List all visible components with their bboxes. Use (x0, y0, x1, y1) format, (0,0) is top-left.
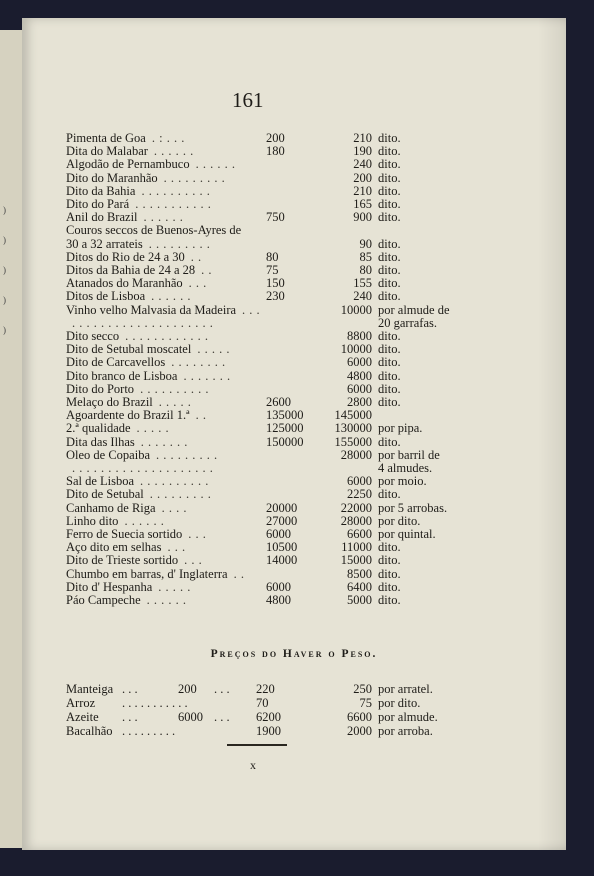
first-price: 6000 (178, 710, 203, 724)
table-row (22, 303, 566, 317)
table-row (22, 487, 566, 501)
unit-label: por barril de (378, 447, 440, 462)
item-name: Arroz (66, 696, 96, 710)
unit-label: dito. (378, 144, 401, 159)
item-name: Oleo de Copaiba (66, 447, 151, 462)
dot-leader: . . . (242, 302, 261, 317)
item-name: Ditos de Lisboa (66, 289, 146, 304)
edge-mark: ) (3, 235, 6, 245)
second-price: 2250 (347, 487, 372, 502)
first-price: 180 (266, 144, 285, 159)
page-number: 161 (232, 88, 264, 112)
dot-leader: . . . (122, 682, 138, 696)
dot-leader: . . (190, 249, 202, 264)
unit-label: dito. (378, 579, 401, 594)
first-price: 150000 (266, 434, 304, 449)
second-price: 6000 (347, 381, 372, 396)
table-row (22, 144, 566, 158)
table-row (22, 369, 566, 383)
second-price: 6400 (347, 579, 372, 594)
second-price: 1900 (256, 724, 281, 738)
item-name: Dita das Ilhas (66, 434, 135, 449)
table-row (22, 223, 566, 237)
unit-label: dito. (378, 381, 401, 396)
first-price: 14000 (266, 553, 298, 568)
table-row (22, 184, 566, 198)
item-name: Dito de Trieste sortido (66, 553, 179, 568)
table-row (22, 474, 566, 488)
second-price: 165 (353, 197, 372, 211)
item-name: Ferro de Suecia sortido (66, 527, 183, 541)
unit-label: 4 almudes. (378, 461, 433, 475)
table-row (22, 567, 566, 581)
dot-leader: . . . (167, 540, 186, 555)
first-price: 80 (266, 249, 279, 264)
second-price: 8500 (347, 566, 372, 581)
book-page (22, 18, 566, 850)
unit-label: por arroba. (378, 724, 433, 738)
table-row (22, 382, 566, 396)
dot-leader: . . . . . . . . . . . (122, 696, 188, 710)
first-price: 200 (266, 131, 285, 145)
unit-label: por almude de (378, 302, 450, 317)
dot-leader: . : . . . (151, 131, 185, 145)
dot-leader: . . . (122, 710, 138, 724)
first-price: 20000 (266, 500, 298, 515)
unit-label: dito. (378, 434, 401, 449)
unit-label: dito. (378, 276, 401, 291)
second-price: 90 (359, 236, 372, 251)
unit-label: dito. (378, 263, 401, 277)
item-name: Dito secco (66, 329, 120, 343)
unit-label: dito. (378, 487, 401, 502)
second-price: 900 (353, 210, 372, 225)
item-name: Dito d' Hespanha (66, 579, 153, 594)
dot-leader: . . . . . . . . . . . . . . . . . . . . (72, 315, 214, 330)
item-name: Melaço do Brazil (66, 395, 153, 409)
dot-leader: . . . . (161, 500, 187, 515)
table-row (22, 461, 566, 475)
dot-leader: . . . . . (158, 579, 191, 594)
table-row (22, 131, 566, 145)
second-price: 155000 (334, 434, 372, 449)
second-price: 130000 (334, 421, 372, 436)
second-price: 10000 (340, 302, 372, 317)
second-price: 6200 (256, 710, 281, 724)
second-price: 80 (359, 263, 372, 277)
table-row (22, 197, 566, 211)
second-price: 15000 (340, 553, 372, 568)
dot-leader: . . . (184, 553, 203, 568)
unit-label: por almude. (378, 710, 438, 724)
unit-label: dito. (378, 566, 401, 581)
item-name: Aço dito em selhas (66, 540, 162, 555)
first-price: 6000 (266, 527, 291, 541)
unit-label: dito. (378, 210, 401, 225)
unit-label: dito. (378, 540, 401, 555)
unit-label: dito. (378, 236, 401, 251)
edge-mark: ) (3, 265, 6, 275)
table-row (22, 448, 566, 462)
dot-leader: . . (201, 263, 213, 277)
unit-label: dito. (378, 553, 401, 568)
table-row (22, 580, 566, 594)
table-row (22, 157, 566, 171)
item-name: Dito da Bahia (66, 183, 136, 198)
second-price: 210 (353, 131, 372, 145)
second-price: 4800 (347, 368, 372, 383)
second-price: 11000 (341, 540, 372, 555)
table-row (22, 250, 566, 264)
second-price: 28000 (340, 513, 372, 528)
first-price: 75 (266, 263, 279, 277)
second-price: 220 (256, 682, 275, 696)
first-price: 200 (178, 682, 197, 696)
item-name: Dita do Malabar (66, 144, 148, 159)
dot-leader: . . (195, 408, 207, 423)
table-row (22, 593, 566, 607)
dot-leader: . . . (188, 527, 207, 541)
item-name: Dito do Pará (66, 197, 130, 211)
table-row (22, 540, 566, 554)
second-price: 5000 (347, 593, 372, 607)
second-price: 6000 (347, 355, 372, 370)
dot-leader: . . . . . . . . . . (140, 474, 209, 489)
section-title: Preços do Haver o Peso. (210, 648, 378, 660)
table-row (22, 408, 566, 422)
item-name: Vinho velho Malvasia da Madeira (66, 302, 237, 317)
table-row (22, 682, 566, 696)
table-row (22, 355, 566, 369)
unit-label: por arratel. (378, 682, 433, 696)
second-price: 240 (353, 157, 372, 172)
dot-leader: . . (233, 566, 245, 581)
table-row (22, 289, 566, 303)
table-row (22, 514, 566, 528)
second-price: 70 (256, 696, 269, 710)
third-price: 6600 (347, 710, 372, 724)
first-price: 2600 (266, 395, 291, 409)
dot-leader: . . . (188, 276, 207, 291)
item-name: Sal de Lisboa (66, 474, 135, 489)
unit-label: por dito. (378, 696, 421, 710)
dot-leader: . . . . . . . (183, 368, 231, 383)
second-price: 210 (353, 183, 372, 198)
second-price: 10000 (340, 342, 372, 357)
table-row (22, 696, 566, 710)
second-price: 6600 (347, 527, 372, 541)
dot-leader: . . . . . (197, 342, 230, 357)
unit-label: 20 garrafas. (378, 315, 437, 330)
unit-label: dito. (378, 355, 401, 370)
dot-leader: . . . . . . (151, 289, 192, 304)
dot-leader: . . . . . . . . . . (140, 381, 209, 396)
item-name: Dito de Setubal moscatel (66, 342, 192, 357)
dot-leader: . . . . . . . . . (148, 236, 211, 251)
unit-label: dito. (378, 593, 401, 607)
third-price: 2000 (347, 724, 372, 738)
second-price: 145000 (334, 408, 372, 423)
edge-mark: ) (3, 295, 6, 305)
page-shadow (538, 18, 566, 850)
table-row (22, 435, 566, 449)
item-name: Couros seccos de Buenos-Ayres de (66, 223, 242, 238)
dot-leader: . . . . . . . . . . . (135, 197, 212, 211)
dot-leader: . . . . . (136, 421, 170, 436)
unit-label: por quintal. (378, 527, 436, 541)
dot-leader: . . . . . . (153, 144, 194, 159)
table-row (22, 342, 566, 356)
item-name: Dito branco de Lisboa (66, 368, 178, 383)
edge-mark: ) (3, 205, 6, 215)
edge-mark: ) (3, 325, 6, 335)
unit-label: dito. (378, 183, 401, 198)
second-price: 85 (359, 249, 372, 264)
unit-label: dito. (378, 342, 401, 357)
table-row (22, 553, 566, 567)
dot-leader: . . . . . . (124, 513, 165, 528)
item-name: Dito do Porto (66, 381, 135, 396)
item-name: Ditos do Rio de 24 a 30 (66, 249, 185, 264)
end-rule (227, 744, 287, 746)
item-name: Agoardente do Brazil 1.ª (66, 408, 190, 423)
dot-leader: . . . . . . . . . (163, 170, 226, 185)
table-row (22, 395, 566, 409)
dot-leader: . . . . . . (195, 157, 236, 172)
item-name: Bacalhão (66, 724, 113, 738)
table-row (22, 710, 566, 724)
unit-label: dito. (378, 368, 401, 383)
item-name: Anil do Brazil (66, 210, 138, 225)
second-price: 2800 (347, 395, 372, 409)
first-price: 10500 (266, 540, 298, 555)
second-price: 28000 (340, 447, 372, 462)
item-name: Dito de Setubal (66, 487, 144, 502)
item-name: Atanados do Maranhão (66, 276, 183, 291)
item-name: Ditos da Bahia de 24 a 28 (66, 263, 196, 277)
unit-label: dito. (378, 289, 401, 304)
item-name: Manteiga (66, 682, 114, 696)
dot-leader: . . . . . . . . . (149, 487, 212, 502)
dot-leader: . . . . . . . . . . . . (125, 329, 209, 343)
second-price: 6000 (347, 474, 372, 489)
second-price: 22000 (340, 500, 372, 515)
unit-label: dito. (378, 197, 401, 211)
table-row (22, 316, 566, 330)
unit-label: por dito. (378, 513, 421, 528)
table-row (22, 724, 566, 738)
dot-leader: . . . . . (158, 395, 192, 409)
second-price: 8800 (347, 329, 372, 343)
unit-label: por 5 arrobas. (378, 500, 448, 515)
third-price: 75 (359, 696, 372, 710)
unit-label: por moio. (378, 474, 427, 489)
second-price: 200 (353, 170, 372, 185)
item-name: 2.ª qualidade (66, 421, 131, 436)
unit-label: por pipa. (378, 421, 423, 436)
dot-leader: . . . . . . . . . . . . . . . . . . . . (72, 461, 214, 475)
table-row (22, 263, 566, 277)
first-price: 135000 (266, 408, 304, 423)
unit-label: dito. (378, 329, 401, 343)
dot-leader: . . . . . . . (140, 434, 188, 449)
item-name: Dito do Maranhão (66, 170, 158, 185)
table-row (22, 171, 566, 185)
unit-label: dito. (378, 157, 401, 172)
previous-page-edge (0, 30, 22, 848)
table-row (22, 210, 566, 224)
item-name: Chumbo em barras, d' Inglaterra (66, 566, 228, 581)
dot-leader: . . . (214, 682, 230, 696)
unit-label: dito. (378, 395, 401, 409)
table-row (22, 527, 566, 541)
unit-label: dito. (378, 170, 401, 185)
third-price: 250 (353, 682, 372, 696)
footer-mark: x (250, 758, 256, 772)
item-name: Algodão de Pernambuco (66, 157, 190, 172)
second-price: 155 (353, 276, 372, 291)
table-row (22, 421, 566, 435)
first-price: 27000 (266, 513, 298, 528)
table-row (22, 237, 566, 251)
item-name: Dito de Carcavellos (66, 355, 166, 370)
item-name: Pimenta de Goa (66, 131, 146, 145)
first-price: 230 (266, 289, 285, 304)
table-row (22, 329, 566, 343)
item-name: Linho dito (66, 513, 119, 528)
unit-label: dito. (378, 131, 401, 145)
table-row (22, 276, 566, 290)
item-name: Páo Campeche (66, 593, 141, 607)
unit-label: dito. (378, 249, 401, 264)
first-price: 125000 (266, 421, 304, 436)
item-name: Canhamo de Riga (66, 500, 156, 515)
first-price: 150 (266, 276, 285, 291)
item-name: 30 a 32 arrateis (66, 236, 143, 251)
first-price: 6000 (266, 579, 291, 594)
item-name: Azeite (66, 710, 99, 724)
first-price: 4800 (266, 593, 291, 607)
table-row (22, 501, 566, 515)
dot-leader: . . . . . . . . . (122, 724, 176, 738)
dot-leader: . . . (214, 710, 230, 724)
first-price: 750 (266, 210, 285, 225)
dot-leader: . . . . . . . . . (156, 447, 218, 462)
dot-leader: . . . . . . (146, 593, 187, 607)
dot-leader: . . . . . . . . . . (141, 183, 211, 198)
second-price: 240 (353, 289, 372, 304)
dot-leader: . . . . . . (143, 210, 184, 225)
dot-leader: . . . . . . . . (171, 355, 226, 370)
second-price: 190 (353, 144, 372, 159)
